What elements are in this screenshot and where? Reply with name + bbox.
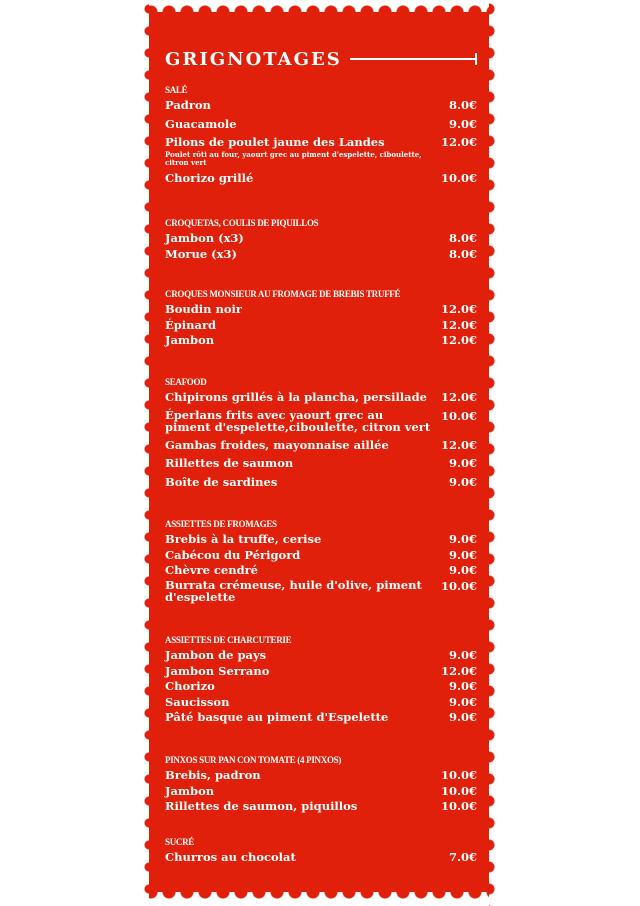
section-sucre xyxy=(165,834,477,866)
item-price: 9.0€ xyxy=(448,532,477,546)
item-name: Pilons de poulet jaune des Landes xyxy=(165,135,385,149)
menu-item xyxy=(165,117,477,133)
item-description: Poulet rôti au four, yaourt grec au piment d'espelette, ciboulette, citron vert xyxy=(165,149,422,167)
item-price: 9.0€ xyxy=(448,710,477,724)
item-name: Boudin noir xyxy=(165,302,242,316)
section-pinxos xyxy=(165,752,477,815)
item-name: Jambon Serrano xyxy=(165,663,270,678)
menu-item xyxy=(165,664,477,680)
menu-item xyxy=(165,438,477,454)
menu-item xyxy=(165,784,477,800)
item-name: Padron xyxy=(165,98,211,112)
item-name: Brebis à la truffe, cerise xyxy=(165,532,322,546)
item-price: 12.0€ xyxy=(440,317,477,332)
item-name-block xyxy=(165,135,437,167)
item-name: Jambon (x3) xyxy=(165,231,244,245)
item-name: Gambas froides, mayonnaise aillée xyxy=(165,437,389,452)
item-price: 8.0€ xyxy=(448,231,477,245)
section-heading: SUCRÉ xyxy=(165,837,195,847)
lace-border-top xyxy=(143,0,497,12)
menu-item xyxy=(165,563,477,579)
item-name: Jambon xyxy=(165,783,215,798)
item-price: 9.0€ xyxy=(448,547,477,562)
menu-item xyxy=(165,333,477,349)
item-price: 10.0€ xyxy=(440,408,477,423)
item-name: Guacamole xyxy=(165,116,237,131)
item-price: 12.0€ xyxy=(440,390,477,404)
item-price: 12.0€ xyxy=(440,437,477,452)
menu-item xyxy=(165,231,477,247)
lace-border-left xyxy=(143,0,149,906)
item-name: Chorizo grillé xyxy=(165,170,254,185)
menu-item xyxy=(165,171,477,187)
menu-item xyxy=(165,768,477,784)
section-heading: CROQUES MONSIEUR AU FROMAGE DE BREBIS TRUFFÉ xyxy=(165,289,401,299)
item-price: 9.0€ xyxy=(448,679,477,693)
section-croques xyxy=(165,286,477,349)
item-name: Morue (x3) xyxy=(165,246,237,261)
item-name: Burrata crémeuse, huile d'olive, piment d'espelette xyxy=(165,577,422,604)
menu-item xyxy=(165,390,477,406)
menu-item xyxy=(165,648,477,664)
item-price: 9.0€ xyxy=(448,563,477,577)
item-price: 8.0€ xyxy=(448,246,477,261)
menu-item xyxy=(165,475,477,491)
menu-item xyxy=(165,710,477,726)
lace-border-right xyxy=(489,0,497,906)
menu-item xyxy=(165,679,477,695)
item-price: 9.0€ xyxy=(448,456,477,470)
menu-item xyxy=(165,548,477,564)
section-fromages xyxy=(165,516,477,603)
item-name: Brebis, padron xyxy=(165,768,261,782)
item-price: 10.0€ xyxy=(440,783,477,798)
menu-item xyxy=(165,135,477,167)
section-heading: CROQUETAS, COULIS DE PIQUILLOS xyxy=(165,218,319,228)
item-name: Saucisson xyxy=(165,694,230,709)
item-price: 8.0€ xyxy=(448,98,477,112)
section-charcuterie xyxy=(165,632,477,726)
item-name: Épinard xyxy=(165,317,217,332)
item-price: 12.0€ xyxy=(440,135,477,149)
item-price: 12.0€ xyxy=(440,663,477,678)
item-name: Pâté basque au piment d'Espelette xyxy=(165,710,389,724)
item-price: 10.0€ xyxy=(440,799,477,813)
item-name: Chorizo xyxy=(165,679,215,693)
section-heading: ASSIETTES DE CHARCUTERIE xyxy=(165,635,292,645)
menu-item xyxy=(165,850,477,866)
section-sale xyxy=(165,82,477,186)
item-name: Jambon de pays xyxy=(165,648,267,662)
title-rule xyxy=(350,58,477,60)
section-seafood xyxy=(165,374,477,490)
item-name: Cabécou du Périgord xyxy=(165,547,301,562)
menu-item xyxy=(165,695,477,711)
item-name: Chipirons grillés à la plancha, persillade xyxy=(165,390,427,404)
menu-item xyxy=(165,302,477,318)
item-price: 10.0€ xyxy=(440,578,477,593)
item-price: 9.0€ xyxy=(448,474,477,489)
item-name: Churros au chocolat xyxy=(165,850,296,864)
menu-item xyxy=(165,579,477,603)
menu-item xyxy=(165,456,477,472)
menu-item xyxy=(165,532,477,548)
title-row xyxy=(165,46,477,72)
section-heading: SALÉ xyxy=(165,85,188,95)
item-name: Jambon xyxy=(165,333,215,347)
menu-item xyxy=(165,409,477,433)
menu-title: GRIGNOTAGES xyxy=(165,48,342,70)
item-name: Rillettes de saumon xyxy=(165,456,294,470)
section-heading: ASSIETTES DE FROMAGES xyxy=(165,519,277,529)
lace-border-bottom xyxy=(143,892,497,906)
menu-item xyxy=(165,318,477,334)
item-price: 12.0€ xyxy=(440,302,477,316)
menu-card xyxy=(143,0,497,906)
item-price: 9.0€ xyxy=(448,648,477,662)
item-price: 9.0€ xyxy=(448,694,477,709)
item-name: Boîte de sardines xyxy=(165,474,278,489)
item-name: Éperlans frits avec yaourt grec au piment d'espelette,ciboulette, citron vert xyxy=(165,407,431,434)
section-croquetas xyxy=(165,215,477,262)
item-name: Chèvre cendré xyxy=(165,563,258,577)
item-price: 7.0€ xyxy=(448,850,477,864)
menu-item xyxy=(165,799,477,815)
item-price: 10.0€ xyxy=(440,768,477,782)
section-heading: SEAFOOD xyxy=(165,377,207,387)
item-name: Rillettes de saumon, piquillos xyxy=(165,799,358,813)
menu-item xyxy=(165,247,477,263)
menu-item xyxy=(165,98,477,114)
item-price: 9.0€ xyxy=(448,116,477,131)
item-price: 12.0€ xyxy=(440,333,477,347)
section-heading: PINXOS SUR PAN CON TOMATE (4 PINXOS) xyxy=(165,755,342,765)
item-price: 10.0€ xyxy=(440,170,477,185)
